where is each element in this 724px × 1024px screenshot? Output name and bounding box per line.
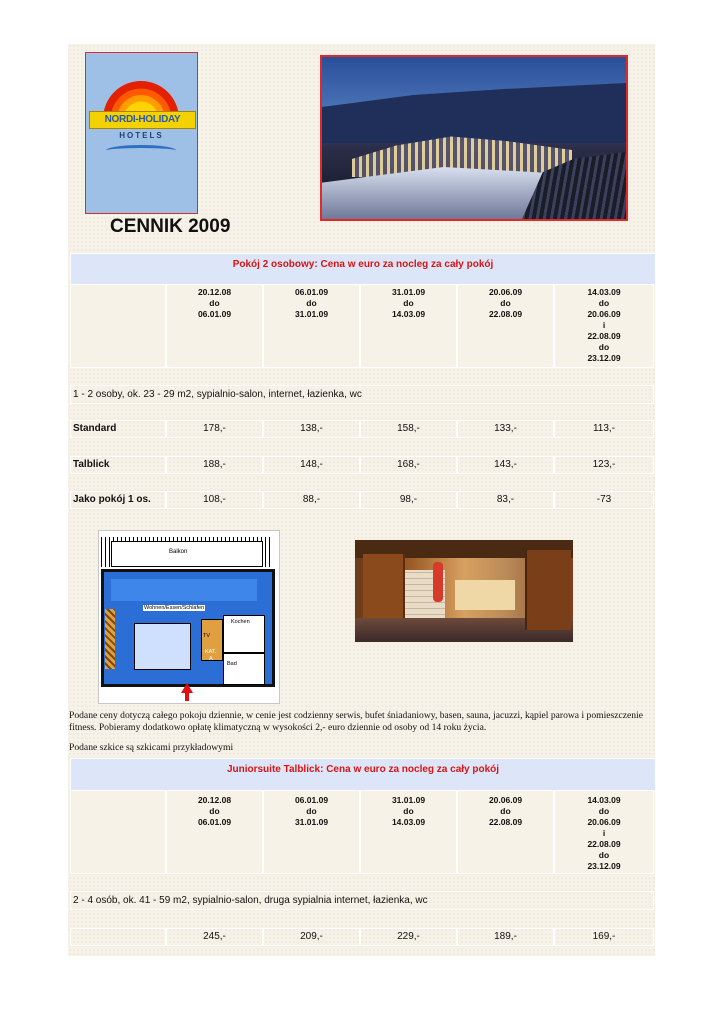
table1-cell: 98,- bbox=[360, 491, 457, 509]
table1-cell: 88,- bbox=[263, 491, 360, 509]
plan-kat-label: KAT. bbox=[205, 649, 217, 655]
table1-row-label: Standard bbox=[70, 420, 166, 438]
table1-cell: 158,- bbox=[360, 420, 457, 438]
table1-period-2: 06.01.09 do 31.01.09 bbox=[263, 284, 360, 368]
table1-cell: 148,- bbox=[263, 456, 360, 474]
table1-cell: 178,- bbox=[166, 420, 263, 438]
table2-period-3: 31.01.09 do 14.03.09 bbox=[360, 790, 457, 874]
table2-cell: 189,- bbox=[457, 928, 554, 946]
table1-period-4: 20.06.09 do 22.08.09 bbox=[457, 284, 554, 368]
table1-cell: 133,- bbox=[457, 420, 554, 438]
sketch-note: Podane szkice są szkicami przykładowymi bbox=[69, 742, 234, 753]
logo-sub-text: HOTELS bbox=[119, 131, 164, 140]
table1-cell: 123,- bbox=[554, 456, 654, 474]
price-list-page bbox=[68, 44, 655, 956]
table1-period-5: 14.03.09 do 20.06.09 i 22.08.09 do 23.12.09 bbox=[554, 284, 654, 368]
table2-caption: Juniorsuite Talblick: Cena w euro za nocleg za cały pokój bbox=[226, 764, 500, 775]
table1-description: 1 - 2 osoby, ok. 23 - 29 m2, sypialnio-salon, internet, łazienka, wc bbox=[70, 385, 654, 404]
table1-cell: 168,- bbox=[360, 456, 457, 474]
table1-row-label: Jako pokój 1 os. bbox=[70, 491, 166, 509]
table1-row-label: Talblick bbox=[70, 456, 166, 474]
table1-caption-band bbox=[70, 253, 656, 286]
plan-kochen-label: Kochen bbox=[231, 619, 250, 625]
logo-brand-text: NORDI-HOLIDAY bbox=[89, 111, 196, 129]
table1-cell: -73 bbox=[554, 491, 654, 509]
table2-caption-band bbox=[70, 758, 656, 792]
table1-period-3: 31.01.09 do 14.03.09 bbox=[360, 284, 457, 368]
resort-night-photo bbox=[320, 55, 628, 221]
plan-kat-value: A bbox=[209, 656, 213, 662]
table1-cell: 83,- bbox=[457, 491, 554, 509]
table2-cell: 245,- bbox=[166, 928, 263, 946]
table1-cell: 138,- bbox=[263, 420, 360, 438]
room-interior-photo bbox=[355, 540, 573, 642]
table2-period-5: 14.03.09 do 20.06.09 i 22.08.09 do 23.12.09 bbox=[554, 790, 654, 874]
table2-header-empty bbox=[70, 790, 166, 874]
hotel-logo bbox=[85, 52, 198, 214]
table1-cell: 143,- bbox=[457, 456, 554, 474]
person-figure bbox=[433, 562, 443, 602]
table2-cell: 169,- bbox=[554, 928, 654, 946]
table1-period-1: 20.12.08 do 06.01.09 bbox=[166, 284, 263, 368]
plan-living-label: Wohnen/Essen/Schlafen bbox=[144, 605, 205, 611]
table2-description: 2 - 4 osób, ok. 41 - 59 m2, sypialnio-salon, druga sypialnia internet, łazienka, wc bbox=[70, 891, 654, 910]
table1-caption: Pokój 2 osobowy: Cena w euro za nocleg za cały pokój bbox=[232, 259, 494, 270]
table2-period-4: 20.06.09 do 22.08.09 bbox=[457, 790, 554, 874]
wave-icon bbox=[106, 145, 176, 156]
table2-period-1: 20.12.08 do 06.01.09 bbox=[166, 790, 263, 874]
table2-row-label bbox=[70, 928, 166, 946]
page-title: CENNIK 2009 bbox=[110, 216, 231, 237]
table1-cell: 108,- bbox=[166, 491, 263, 509]
table1-cell: 188,- bbox=[166, 456, 263, 474]
table2-cell: 229,- bbox=[360, 928, 457, 946]
table1-cell: 113,- bbox=[554, 420, 654, 438]
table1-header-empty bbox=[70, 284, 166, 368]
price-note: Podane ceny dotyczą całego pokoju dziennie, w cenie jest codzienny serwis, bufet śniadaniowy, basen, sauna, jacuzzi, kąpiel parowa i pomieszczenie fitness. Pobieramy dodatkowo opłatę klimatyczną w wysokości 2,- euro dziennie od osoby od 14 roku życia. bbox=[69, 710, 643, 733]
plan-balkon-label: Balkon bbox=[169, 549, 188, 555]
room-floor-plan bbox=[98, 530, 280, 704]
table2-cell: 209,- bbox=[263, 928, 360, 946]
plan-bad-label: Bad bbox=[227, 661, 237, 667]
plan-tv-label: TV bbox=[203, 633, 211, 639]
table2-period-2: 06.01.09 do 31.01.09 bbox=[263, 790, 360, 874]
